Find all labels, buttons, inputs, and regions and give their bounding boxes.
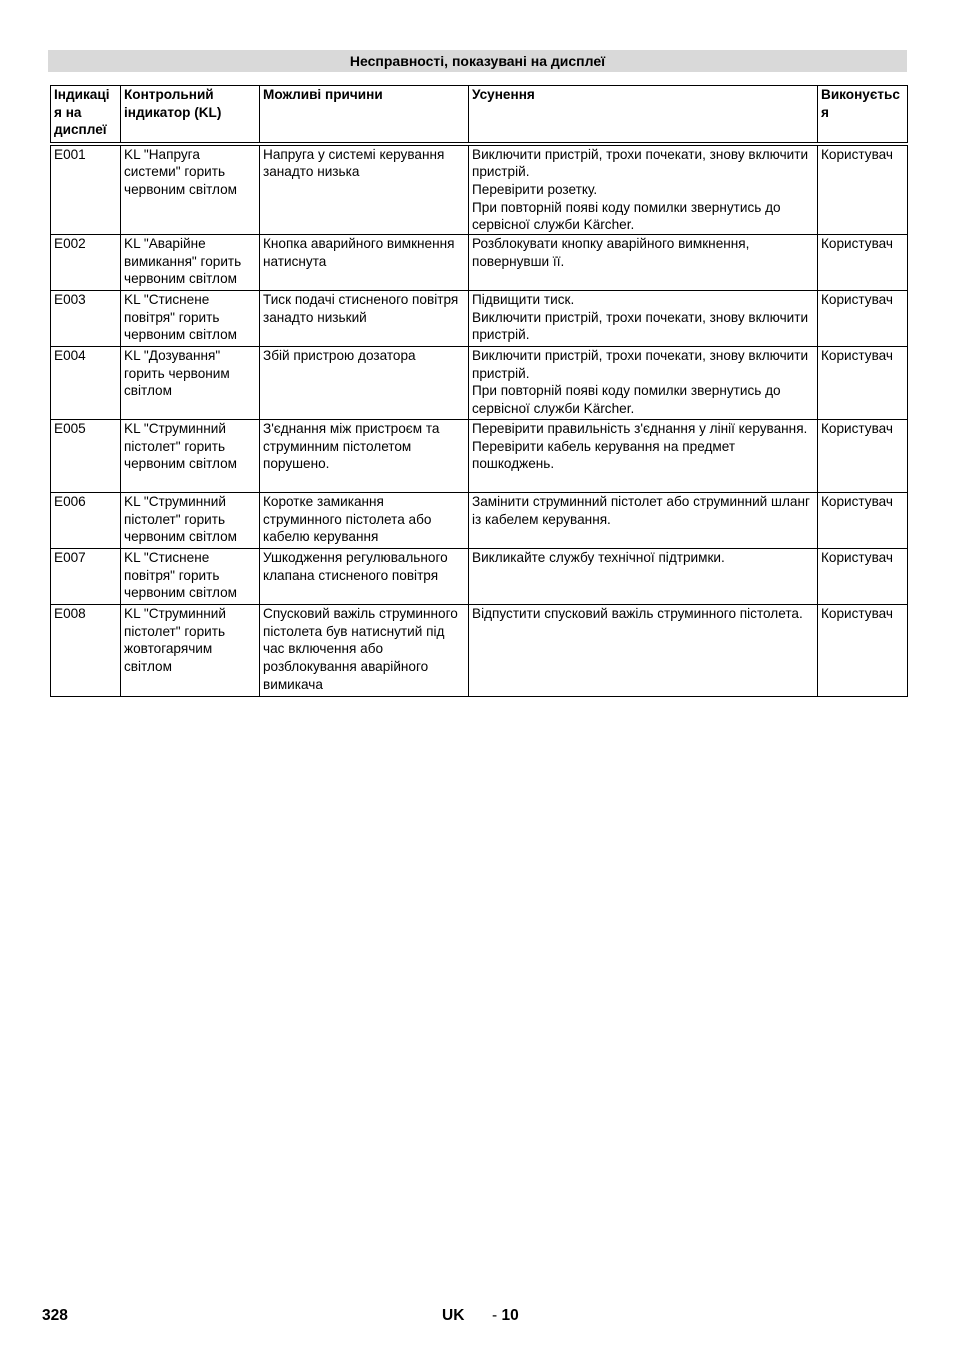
sub-page-number xyxy=(492,1307,519,1325)
faults-table xyxy=(50,85,908,697)
header-performed-by: Виконується xyxy=(818,86,908,144)
indicator-cell: KL "Струминний пістолет" горить жовтогарячим світлом xyxy=(121,605,260,697)
performed-by-cell: Користувач xyxy=(818,347,908,420)
cause-cell: Напруга у системі керування занадто низька xyxy=(260,144,469,235)
header-remedy: Усунення xyxy=(469,86,818,144)
indicator-cell: KL "Напруга системи" горить червоним світлом xyxy=(121,144,260,235)
fault-code: E007 xyxy=(51,549,121,605)
remedy-cell xyxy=(469,291,818,347)
remedy-line: При повторній появі коду помилки звернутись до сервісної служби Kärcher. xyxy=(472,383,781,417)
performed-by-cell: Користувач xyxy=(818,291,908,347)
remedy-cell xyxy=(469,144,818,235)
cause-cell: З'єднання між пристроєм та струминним пістолетом порушено. xyxy=(260,420,469,493)
remedy-line: Перевірити розетку. xyxy=(472,181,598,197)
cause-cell: Ушкодження регулювального клапана стисненого повітря xyxy=(260,549,469,605)
fault-code: E006 xyxy=(51,493,121,549)
fault-code: E002 xyxy=(51,235,121,291)
fault-code: E003 xyxy=(51,291,121,347)
table-row xyxy=(51,347,908,420)
remedy-line: Виключити пристрій, трохи почекати, знову включити пристрій. xyxy=(472,309,809,343)
table-row xyxy=(51,549,908,605)
cause-cell: Спусковий важіль струминного пістолета був натиснутий під час включення або розблокування аварійного вимикача xyxy=(260,605,469,697)
page-number: 328 xyxy=(42,1307,68,1324)
cause-cell: Збій пристрою дозатора xyxy=(260,347,469,420)
indicator-cell: KL "Стиснене повітря" горить червоним світлом xyxy=(121,549,260,605)
remedy-cell xyxy=(469,605,818,697)
table-row xyxy=(51,144,908,235)
header-indicator: Контрольний індикатор (KL) xyxy=(121,86,260,144)
indicator-cell: KL "Струминний пістолет" горить червоним світлом xyxy=(121,493,260,549)
cause-cell: Тиск подачі стисненого повітря занадто низький xyxy=(260,291,469,347)
fault-code: E008 xyxy=(51,605,121,697)
remedy-line: Розблокувати кнопку аварійного вимкнення, повернувши її. xyxy=(472,236,750,269)
fault-code: E004 xyxy=(51,347,121,420)
performed-by-cell: Користувач xyxy=(818,605,908,697)
table-row xyxy=(51,605,908,697)
remedy-cell xyxy=(469,420,818,493)
remedy-cell xyxy=(469,549,818,605)
performed-by-cell: Користувач xyxy=(818,420,908,493)
remedy-line: Виключити пристрій, трохи почекати, знову включити пристрій. xyxy=(472,146,809,180)
remedy-line: Замінити струминний пістолет або струминний шланг із кабелем керування. xyxy=(472,494,810,527)
fault-code: E001 xyxy=(51,144,121,235)
remedy-line: Перевірити кабель керування на предмет пошкоджень. xyxy=(472,438,736,472)
remedy-cell xyxy=(469,235,818,291)
fault-code: E005 xyxy=(51,420,121,493)
sub-page-value: 10 xyxy=(501,1307,519,1324)
remedy-line: Викликайте службу технічної підтримки. xyxy=(472,550,725,566)
table-row xyxy=(51,291,908,347)
remedy-line: Виключити пристрій, трохи почекати, знову включити пристрій. xyxy=(472,348,809,381)
indicator-cell: KL "Аварійне вимикання" горить червоним світлом xyxy=(121,235,260,291)
header-cause: Можливі причини xyxy=(260,86,469,144)
remedy-line: Перевірити правильність з'єднання у лінії керування. xyxy=(472,421,808,437)
indicator-cell: KL "Стиснене повітря" горить червоним світлом xyxy=(121,291,260,347)
table-body xyxy=(51,144,908,697)
performed-by-cell: Користувач xyxy=(818,549,908,605)
performed-by-cell: Користувач xyxy=(818,235,908,291)
remedy-cell xyxy=(469,493,818,549)
remedy-line: При повторній появі коду помилки звернутись до сервісної служби Kärcher. xyxy=(472,199,781,233)
table-row xyxy=(51,235,908,291)
table-row xyxy=(51,493,908,549)
performed-by-cell: Користувач xyxy=(818,144,908,235)
table-row xyxy=(51,420,908,493)
remedy-line: Підвищити тиск. xyxy=(472,292,575,308)
cause-cell: Коротке замикання струминного пістолета або кабелю керування xyxy=(260,493,469,549)
remedy-line: Відпустити спусковий важіль струминного пістолета. xyxy=(472,606,803,622)
remedy-cell xyxy=(469,347,818,420)
table-header-row xyxy=(51,86,908,144)
cause-cell: Кнопка аварийного вимкнення натиснута xyxy=(260,235,469,291)
sub-page-separator: - xyxy=(492,1307,498,1324)
language-code: UK xyxy=(442,1307,465,1324)
section-title: Несправності, показувані на дисплеї xyxy=(48,50,907,72)
performed-by-cell: Користувач xyxy=(818,493,908,549)
header-display-code: Індикаці я на дисплеї xyxy=(51,86,121,144)
indicator-cell: KL "Дозування" горить червоним світлом xyxy=(121,347,260,420)
indicator-cell: KL "Струминний пістолет" горить червоним світлом xyxy=(121,420,260,493)
